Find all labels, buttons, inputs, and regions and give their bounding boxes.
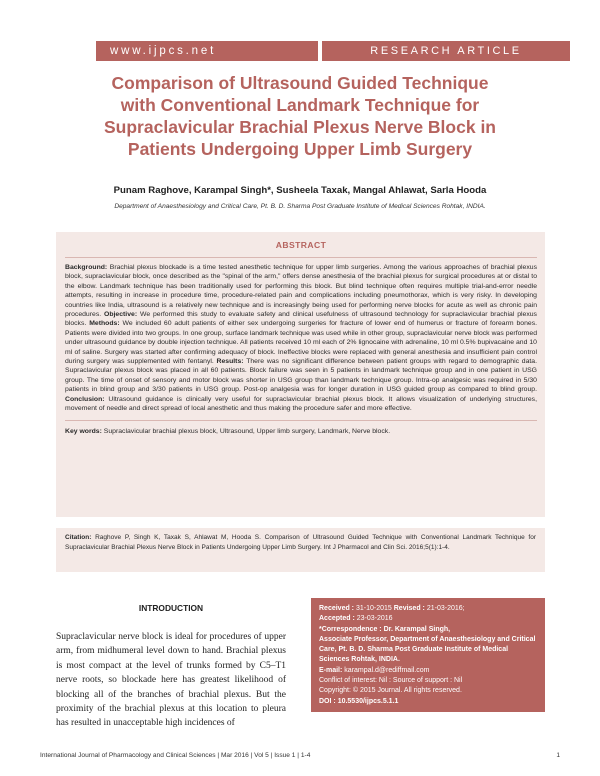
objective-label: Objective: — [104, 311, 138, 319]
article-type: RESEARCH ARTICLE — [322, 41, 570, 61]
author-list: Punam Raghove, Karampal Singh*, Susheela Taxak, Mangal Ahlawat, Sarla Hooda — [113, 185, 487, 196]
results-text: There was no significant difference between patient groups with regard to demographic data. Supraclavicular plexus block was placed in all 60 patients. Block failure was seen in 5 patients in landmark technique group and in one patient in USG group. The time of onset of sensory and motor block was shorter in USG group than landmark technique group. Intra-op analgesic was required in 5/30 patients in blind group and 3/30 patients in USG group. Post-op analgesia was for longer duration in USG guided group as compared to blind group. — [65, 358, 537, 394]
author-position: Associate Professor, Department of Anaesthesiology and Critical Care, Pt. B. D. Sharma Post Graduate Institute of Medical Sciences Rohtak, INDIA. — [319, 635, 536, 664]
title-line: Patients Undergoing Upper Limb Surgery — [127, 139, 473, 159]
email-link[interactable]: karampal.d@rediffmail.com — [344, 666, 430, 674]
abstract-section — [56, 232, 545, 517]
accepted-row — [319, 614, 537, 624]
dates-row — [319, 604, 537, 614]
email-row — [319, 666, 537, 676]
accepted-date: 23-03-2016 — [356, 615, 393, 623]
journal-banner — [96, 41, 570, 61]
revised-label: Revised : — [393, 605, 425, 612]
background-text: Brachial plexus blockade is a time tested anesthetic technique for upper limb surgeries. Among the various approaches of brachial plexus block, supraclavicular block, once described as the "spinal of the arm," offers dense anesthesia of the brachial plexus for surgical procedures at or distal to the elbow. Landmark technique has been traditionally used for performing this block. But blind technique often requires multiple trial-and-error needle attempts, resulting in increase in procedure time, procedure-related pain and complications including pneumothorax, which is very risky. In developing countries like India, ultrasound is a relatively new technique and is increasingly being used for performing nerve blocks for acute as well as chronic pain procedures. — [65, 264, 538, 319]
title-line: with Conventional Landmark Technique for — [120, 95, 480, 115]
citation-text: Raghove P, Singh K, Taxak S, Ahlawat M, Hooda S. Comparison of Ultrasound Guided Technique with Conventional Landmark Technique for Supraclavicular Brachial Plexus Nerve Block in Patients Undergoing Upper Limb Surgery. Int J Pharmacol and Clin Sci. 2016;5(1):1-4. — [65, 534, 536, 551]
article-title — [40, 72, 560, 160]
page-number: 1 — [556, 752, 560, 759]
conflict-statement: Conflict of interest: Nil : Source of support : Nil — [319, 677, 463, 685]
abstract-heading: ABSTRACT — [65, 240, 537, 258]
received-label: Received : — [319, 605, 355, 612]
citation-box — [56, 528, 545, 572]
accepted-label: Accepted : — [319, 615, 355, 623]
footer-journal: International Journal of Pharmacology and Clinical Sciences | Mar 2016 | Vol 5 | Issue 1 | 1-4 — [40, 752, 311, 759]
objective-text: We performed this study to evaluate safety and clinical usefulness of ultrasound technology for supraclavicular brachial plexus blocks. — [65, 311, 537, 328]
introduction-text: Supraclavicular nerve block is ideal for procedures of upper arm, from midhumeral level down to hand. Brachial plexus is most compact at the level of trunks formed by C5–T1 nerve roots, so blockade here has greatest likelihood of blocking all of the branches of brachial plexus. But the proximity of the brachial plexus at this location to pleura has resulted in unacceptable high incidences of — [56, 632, 286, 729]
doi-row — [319, 697, 537, 707]
title-line: Comparison of Ultrasound Guided Technique — [111, 73, 489, 93]
email-label: E-mail: — [319, 666, 343, 674]
title-line: Supraclavicular Brachial Plexus Nerve Block in — [104, 117, 496, 137]
received-date: 31-10-2015 — [355, 605, 392, 612]
page-footer — [40, 752, 560, 759]
background-label: Background: — [65, 264, 108, 271]
results-label: Results: — [216, 358, 244, 366]
conclusion-label: Conclusion: — [65, 395, 105, 403]
introduction-heading: INTRODUCTION — [138, 603, 204, 613]
abstract-body — [65, 263, 537, 414]
keywords-text: Supraclavicular brachial plexus block, Ultrasound, Upper limb surgery, Landmark, Nerve block. — [103, 427, 391, 435]
keywords-label: Key words: — [65, 427, 102, 435]
keywords — [65, 420, 537, 436]
doi-label: DOI : — [319, 697, 336, 705]
author-affiliation: Department of Anaesthesiology and Critical Care, Pt. B. D. Sharma Post Graduate Institute of Medical Sciences Rohtak, INDIA. — [114, 203, 486, 210]
copyright: Copyright: © 2015 Journal. All rights reserved. — [319, 687, 462, 695]
conclusion-text: Ultrasound guidance is clinically very useful for supraclavicular brachial plexus block. It allows visualization of underlying structures, movement of needle and direct spread of local anesthetic and thus making the procedure safer and more effective. — [65, 395, 537, 413]
doi-link[interactable]: 10.5530/ijpcs.5.1.1 — [337, 697, 399, 705]
revised-date: 21-03-2016; — [426, 605, 465, 612]
methods-text: We included 60 adult patients of either sex undergoing surgeries for fracture of lower end of humerus or fracture of forearm bones. Patients were divided into two groups. In one group, surface landmark technique was used while in other group, supraclavicular nerve block was performed under ultrasound guidance by double injection technique. All patients received 10 ml each of 2% lignocaine with adrenaline, 10 ml 0.5% bupivacaine and 10 ml of saline. Surgery was started after confirming adequacy of block. Ineffective blocks were replaced with general anesthesia and insufficient pain control during surgery was supplemented with fentanyl. — [65, 320, 538, 366]
correspondence: *Correspondence : Dr. Karampal Singh, — [319, 625, 451, 633]
journal-website[interactable]: www.ijpcs.net — [96, 41, 318, 61]
citation-label: Citation: — [65, 534, 92, 541]
article-info-box — [311, 598, 545, 712]
methods-label: Methods: — [89, 320, 120, 328]
